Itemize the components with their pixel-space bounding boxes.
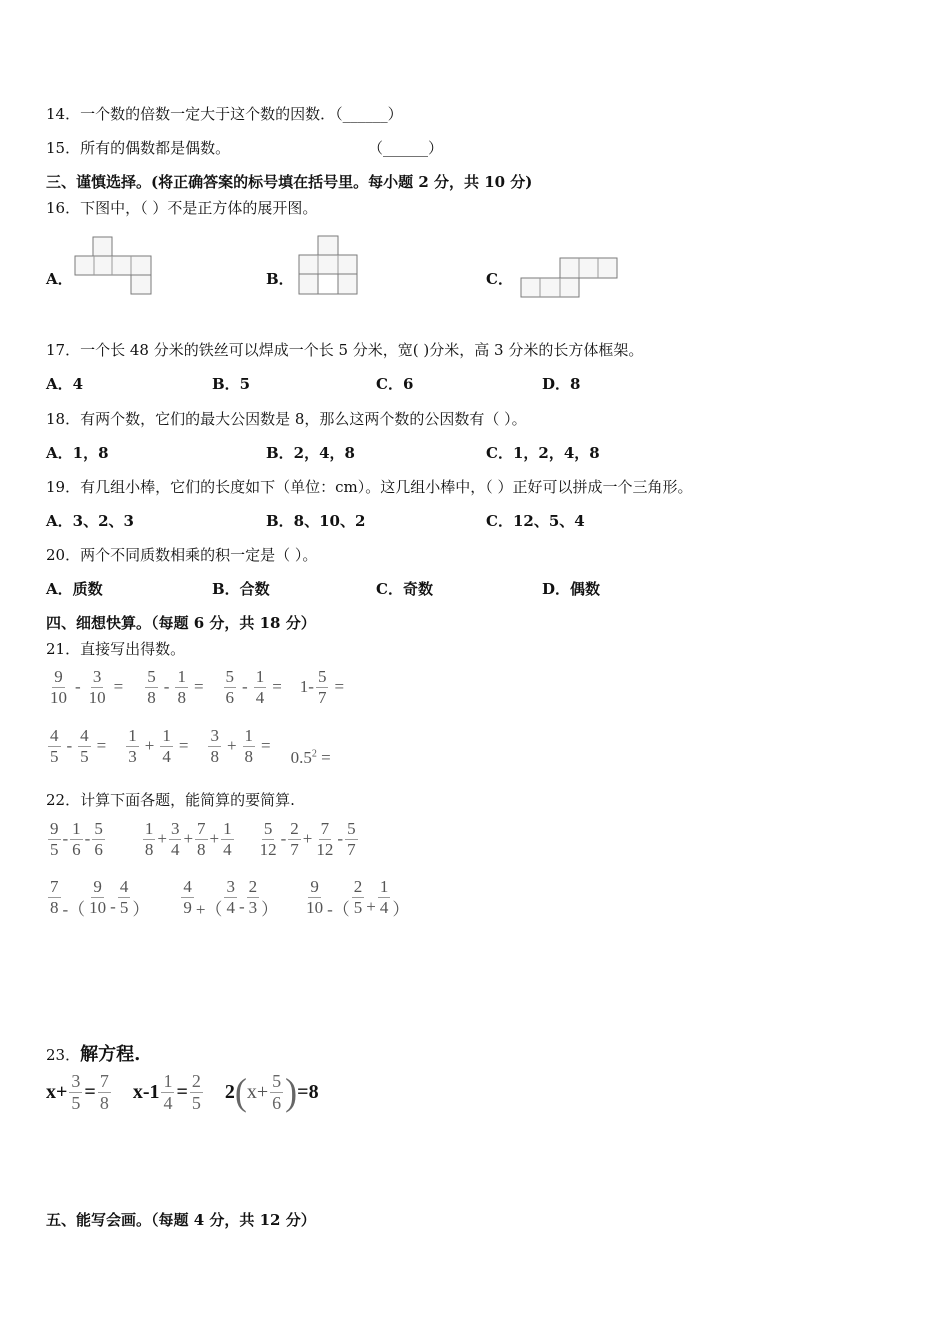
- fraction: $\frac{3}{8}$: [210, 726, 219, 766]
- option-d: D．8: [542, 375, 581, 393]
- cube-net-a: [74, 236, 154, 298]
- option-a-label: A．: [46, 270, 73, 288]
- question-text: 所有的偶数都是偶数。: [80, 139, 231, 157]
- option-c: C．12、5、4: [486, 512, 585, 530]
- question-text: 下图中，（ ）不是正方体的展开图。: [80, 199, 318, 217]
- question-text: 一个数的倍数一定大于这个数的因数．（______）: [80, 105, 403, 123]
- question-22: [46, 789, 295, 810]
- option-c: C．1，2，4，8: [486, 444, 600, 462]
- question-number: 18．: [46, 410, 81, 428]
- cube-net-b: [298, 235, 362, 297]
- question-number: 22．: [46, 791, 81, 809]
- question-14: [46, 103, 403, 124]
- question-17: [46, 339, 643, 360]
- power-expression: $0.5^2$ =: [290, 748, 331, 768]
- option-b-label: B．: [266, 270, 294, 288]
- section-4-title: 四、细想快算。（每题 6 分，共 18 分）: [46, 614, 316, 632]
- q23-equations: x+ $\frac{3}{5}$ = $\frac{7}{8}$ x-1 $\frac{1}{4}$ = $\frac{2}{5}$ 2 ( x+ $\frac{5}{6}$ ) =8: [46, 1071, 319, 1114]
- option-b: B．合数: [212, 580, 270, 598]
- section-5-title: 五、能写会画。（每题 4 分，共 12 分）: [46, 1211, 316, 1229]
- question-21: [46, 638, 185, 659]
- option-b: B．2，4，8: [266, 444, 355, 462]
- question-15: [46, 137, 230, 158]
- fraction: $\frac{4}{5}$: [80, 726, 89, 766]
- question-text: 有几组小棒，它们的长度如下（单位：cm）。这几组小棒中，（ ）正好可以拼成一个三角形。: [80, 478, 693, 496]
- fraction: $\frac{9}{10}$: [50, 667, 67, 707]
- question-number: 17．: [46, 341, 81, 359]
- fraction: $\frac{1}{8}$: [244, 726, 254, 766]
- option-a: A．3、2、3: [46, 512, 134, 530]
- option-a: A．1，8: [46, 444, 109, 462]
- question-text: 解方程.: [80, 1044, 141, 1065]
- fraction: $\frac{1}{4}$: [162, 726, 171, 766]
- fraction: $\frac{1}{3}$: [128, 726, 137, 766]
- question-number: 19．: [46, 478, 81, 496]
- question-16: [46, 197, 317, 218]
- question-text: 直接写出得数。: [80, 640, 186, 658]
- question-text: 两个不同质数相乘的积一定是（ ）。: [80, 546, 318, 564]
- question-text: 一个长 48 分米的铁丝可以焊成一个长 5 分米，宽( )分米，高 3 分米的长方体框架。: [80, 341, 644, 359]
- q21-row-2: $\frac{4}{5}$ - $\frac{4}{5}$ = $\frac{1}{3}$ + $\frac{1}{4}$ = $\frac{3}{8}$ + $\frac{1}{8}$ = $0.5^2$ =: [50, 726, 331, 768]
- question-number: 16．: [46, 199, 81, 217]
- question-20: [46, 544, 317, 565]
- question-number: 14．: [46, 105, 81, 123]
- option-d: D．偶数: [542, 580, 601, 598]
- fraction: $\frac{4}{5}$: [50, 726, 59, 766]
- option-b: B．8、10、2: [266, 512, 366, 530]
- answer-blank: （______）: [368, 139, 444, 157]
- fraction: $\frac{3}{10}$: [88, 667, 106, 707]
- option-b: B．5: [212, 375, 251, 393]
- q21-row-1: $\frac{9}{10}$ - $\frac{3}{10}$ = $\frac{5}{8}$ - $\frac{1}{8}$ = $\frac{5}{6}$ - $\frac{1}{4}$ = 1- $\frac{5}{7}$ =: [50, 667, 345, 707]
- q22-row-2: $\frac{7}{8}$ -（ $\frac{9}{10}$ - $\frac{4}{5}$ ） $\frac{4}{9}$ +（ $\frac{3}{4}$ - $\frac{2}{3}$ ） $\frac{9}{10}$ -（ $\frac{2}{5}$ + $\frac{1}{4}$ ）: [50, 877, 410, 919]
- question-number: 15．: [46, 139, 81, 157]
- section-3-title: 三、谨慎选择。(将正确答案的标号填在括号里。每小题 2 分，共 10 分): [46, 173, 533, 191]
- fraction: $\frac{5}{7}$: [317, 667, 327, 707]
- question-number: 23．: [46, 1046, 81, 1064]
- question-text: 计算下面各题，能简算的要简算.: [80, 791, 295, 809]
- fraction: $\frac{1}{8}$: [177, 667, 186, 707]
- option-a: A．4: [46, 375, 84, 393]
- question-23: [46, 1040, 140, 1066]
- q22-row-1: $\frac{9}{5}$ - $\frac{1}{6}$ - $\frac{5}{6}$ $\frac{1}{8}$ + $\frac{3}{4}$ + $\frac{7}{8}$ + $\frac{1}{4}$ $\frac{5}{12}$ - $\frac{2}{7}$ + $\frac{7}{12}$ - $\frac{5}{7}$: [50, 819, 356, 859]
- option-c-label: C．: [486, 270, 513, 288]
- fraction: $\frac{1}{4}$: [255, 667, 265, 707]
- question-text: 有两个数，它们的最大公因数是 8，那么这两个数的公因数有（ ）。: [80, 410, 527, 428]
- option-a: A．质数: [46, 580, 103, 598]
- option-c: C．6: [376, 375, 414, 393]
- cube-net-c: [520, 257, 620, 299]
- option-c: C．奇数: [376, 580, 433, 598]
- question-18: [46, 408, 527, 429]
- fraction: $\frac{5}{6}$: [225, 667, 235, 707]
- question-number: 21．: [46, 640, 81, 658]
- question-number: 20．: [46, 546, 81, 564]
- question-19: [46, 476, 693, 497]
- fraction: $\frac{5}{8}$: [147, 667, 156, 707]
